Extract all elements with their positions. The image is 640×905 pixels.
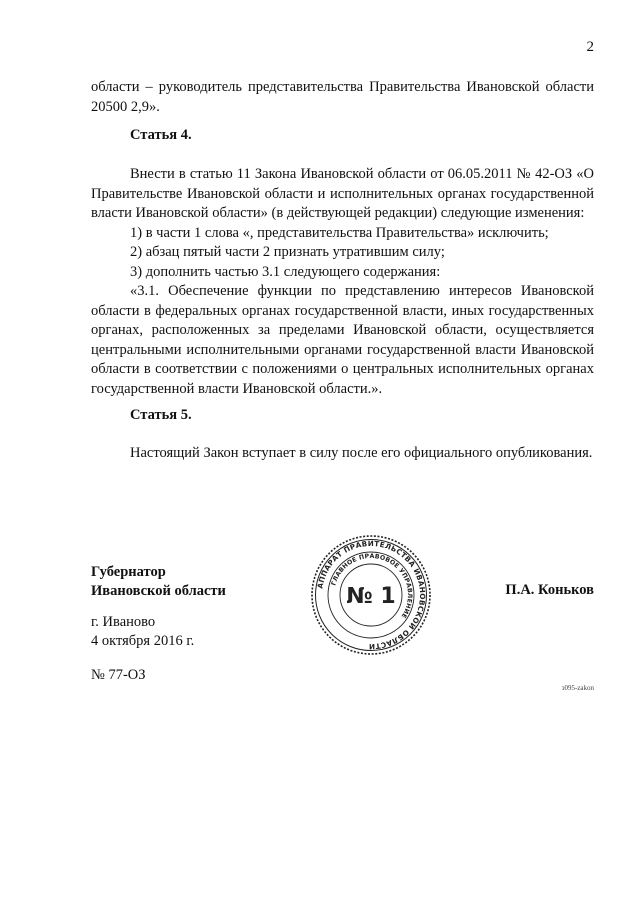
continuation-paragraph: области – руководитель представительства Правительства Ивановской области 20500 2,9».	[91, 79, 594, 115]
article-4-heading: Статья 4.	[130, 127, 192, 143]
article-4-intro: Внести в статью 11 Закона Ивановской области от 06.05.2011 № 42-ОЗ «О Правительстве Ивановской области и исполнительных органах государственной власти Ивановской области» (в действующей редакции) следующие изменения:	[91, 166, 594, 221]
date: 4 октября 2016 г.	[91, 633, 195, 649]
place: г. Иваново	[91, 614, 156, 630]
law-number: № 77-ОЗ	[91, 667, 146, 683]
signatory-title-line-1: Губернатор	[91, 564, 166, 580]
signatory-title	[91, 563, 226, 601]
official-seal	[310, 534, 432, 656]
continuation-block	[91, 78, 594, 117]
seal-outer-text: АППАРАТ ПРАВИТЕЛЬСТВА ИВАНОВСКОЙ ОБЛАСТИ	[315, 538, 428, 652]
page-number: 2	[586, 39, 594, 55]
article-4-item-2: 2) абзац пятый части 2 признать утратившим силу;	[130, 244, 445, 260]
seal-number: № 1	[346, 584, 396, 609]
article-4-quote: «3.1. Обеспечение функции по представлению интересов Ивановской области в федеральных органах государственной власти, иных государственных органах, расположенных за пределами Ивановской области, осуществляется центральными исполнительными органами государственной власти Ивановской области в соответствии с положениями о центральных исполнительных органах государственной власти Ивановской области.».	[91, 283, 594, 397]
article-4-body	[91, 165, 594, 399]
document-code: з095-zakon	[561, 684, 594, 692]
signatory-name: П.А. Коньков	[505, 582, 594, 598]
article-5-heading: Статья 5.	[130, 407, 192, 423]
article-4-item-1: 1) в части 1 слова «, представительства Правительства» исключить;	[130, 224, 549, 241]
seal-inner-text: ГЛАВНОЕ ПРАВОВОЕ УПРАВЛЕНИЕ	[330, 552, 414, 620]
article-5-text: Настоящий Закон вступает в силу после его официального опубликования.	[130, 445, 593, 461]
article-4-item-3: 3) дополнить частью 3.1 следующего содержания:	[130, 263, 441, 280]
place-and-date	[91, 613, 194, 651]
article-5-body	[91, 444, 594, 464]
signatory-title-line-2: Ивановской области	[91, 583, 226, 599]
